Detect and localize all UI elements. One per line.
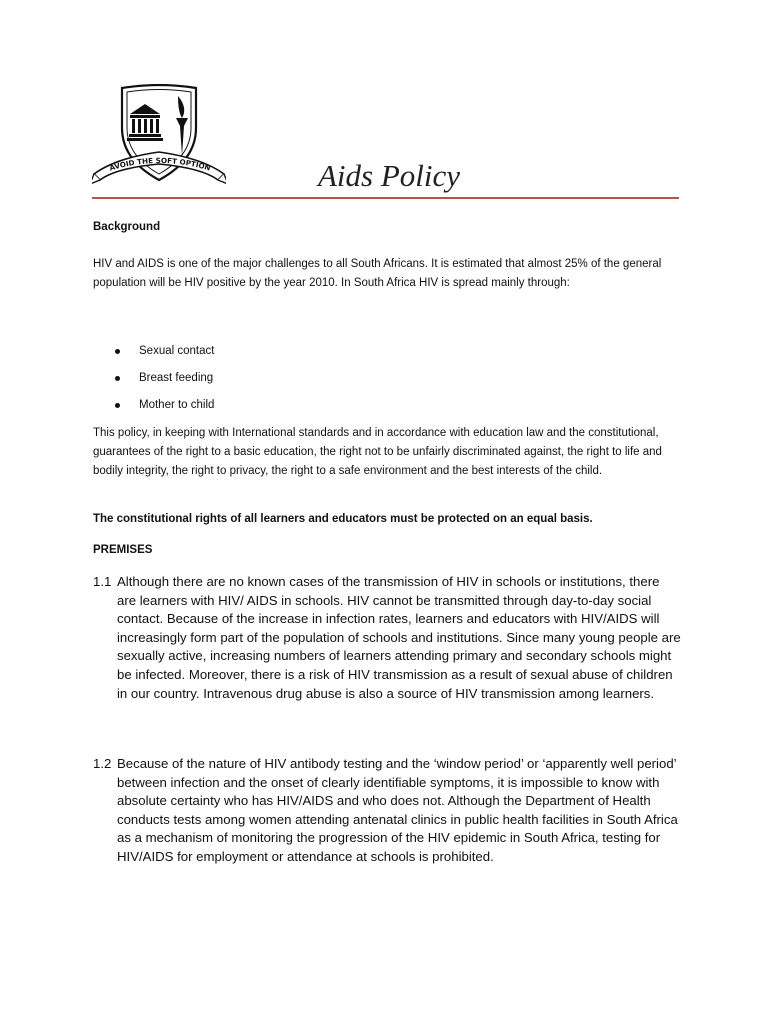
rights-statement: The constitutional rights of all learners and educators must be protected on an equal basis. xyxy=(93,513,593,525)
title-divider xyxy=(92,197,679,199)
bullet-icon xyxy=(115,349,120,354)
premise-text: Because of the nature of HIV antibody testing and the ‘window period’ or ‘apparently well period’ between infection and the onset of clearly identifiable symptoms, it is impossible to know with absolute certainty who has HIV/AIDS and who does not. Although the Department of Health conducts tests among women attending antenatal clinics in public health facilities in South Africa as a mechanism of monitoring the progression of the HIV epidemic in South Africa, testing for HIV/AIDS for employment or attendance at schools is prohibited. xyxy=(117,756,678,864)
list-item xyxy=(93,369,673,396)
policy-paragraph: This policy, in keeping with International standards and in accordance with education law and the constitutional, guarantees of the right to a basic education, the right not to be unfairly discriminated against, the right to life and bodily integrity, the right to privacy, the right to a safe environment and the best interests of the child. xyxy=(93,427,662,477)
list-item-label: Mother to child xyxy=(139,399,215,411)
crest-motto: AVOID THE SOFT OPTION xyxy=(108,155,212,173)
school-crest-logo xyxy=(92,84,226,188)
list-item xyxy=(93,396,673,423)
transmission-list xyxy=(93,342,673,423)
list-item-label: Sexual contact xyxy=(139,345,215,357)
bullet-icon xyxy=(115,376,120,381)
premise-text: Although there are no known cases of the transmission of HIV in schools or institutions, there are learners with HIV/ AIDS in schools. HIV cannot be transmitted through day-to-day social contact. Because of the increase in infection rates, learners and educators with HIV/AIDS will increasingly form part of the population of schools and institutions. Since many young people are sexually active, increasing numbers of learners attending primary and secondary schools might be infected. Moreover, there is a risk of HIV transmission as a result of sexual abuse of children in our country. Intravenous drug abuse is also a source of HIV transmission among learners. xyxy=(117,574,681,701)
premise-number: 1.2 xyxy=(93,756,112,771)
premise-item xyxy=(93,755,683,867)
page-title: Aids Policy xyxy=(318,158,461,193)
premise-number: 1.1 xyxy=(93,574,112,589)
list-item-label: Breast feeding xyxy=(139,372,214,384)
bullet-icon xyxy=(115,403,120,408)
premise-item xyxy=(93,573,683,703)
background-heading: Background xyxy=(93,221,161,233)
intro-paragraph: HIV and AIDS is one of the major challenges to all South Africans. It is estimated that almost 25% of the general population will be HIV positive by the year 2010. In South Africa HIV is spread mainly through: xyxy=(93,258,662,289)
list-item xyxy=(93,342,673,369)
premises-heading: PREMISES xyxy=(93,544,153,556)
